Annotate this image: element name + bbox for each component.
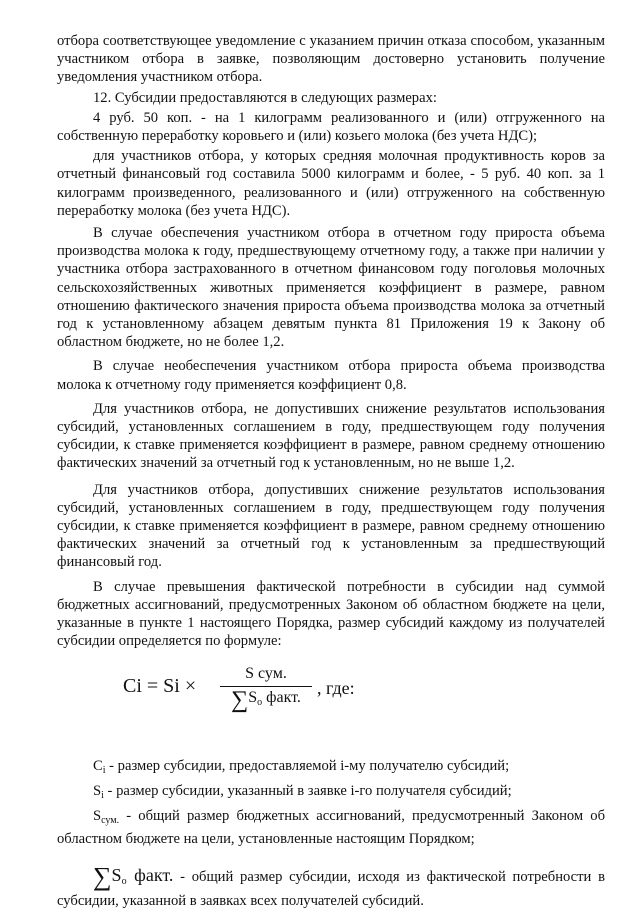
definition-si: $S_i$ - размер субсидии, указанный в заявке i-го получателя субсидий; [93,782,512,801]
subsidy-formula [57,665,605,735]
document-body [57,32,605,912]
paragraph-item-12: 12. Субсидии предоставляются в следующих размерах: [93,89,437,106]
formula-lhs: Ci = Si × [123,674,197,697]
sum-symbol-large: ∑ [93,862,112,892]
definition-ssum: $S_{сум.}$ - общий размер бюджетных ассигнований, предусмотренный Законом об областном бюджете на цели, установленные настоящим Порядком; [57,807,605,848]
paragraph-rate-base: 4 руб. 50 коп. - на 1 килограмм реализованного и (или) отгруженного на собственную переработку коровьего и (или) козьего молока (без учета НДС); [57,109,605,145]
paragraph-rate-high-productivity: для участников отбора, у которых средняя молочная продуктивность коров за отчетный финансовый год составила 5000 килограмм и более, - 5 руб. 40 коп. за 1 килограмм произведенного, реализованного и (или) отгруженного на собственную переработку молока (без учета НДС). [57,148,605,219]
paragraph-no-growth-coefficient: В случае необеспечения участником отбора прироста объема производства молока к отчетному году применяется коэффициент 0,8. [57,358,605,393]
definition-sum-fact: $\sum S_о$ факт. - общий размер субсидии, исходя из фактической потребности в субсидии, указанной в заявках всех получателей субсидий. [57,862,605,909]
formula-denominator: $\sum S_o$ факт. [231,686,301,713]
formula-where: , где: [317,677,355,698]
paragraph-decrease-coefficient: Для участников отбора, допустивших снижение результатов использования субсидий, установленных соглашением в году, предшествующем году получения субсидии, к ставке применяется коэффициент в размере, равном среднему отношению фактических значений за отчетный год к установленным за предшествующий финансовый год. [57,481,605,571]
paragraph-formula-intro: В случае превышения фактической потребности в субсидии над суммой бюджетных ассигнований, предусмотренных Законом об областном бюджете на цели, указанные в пункте 1 настоящего Порядка, размер субсидий каждому из получателей субсидии определяется по формуле: [57,578,605,650]
definition-ci: $C_i$ - размер субсидии, предоставляемой i-му получателю субсидий; [93,757,510,776]
paragraph-no-decrease-coefficient: Для участников отбора, не допустивших снижение результатов использования субсидий, установленных соглашением в году, предшествующем году получения субсидии, к ставке применяется коэффициент в размере, равном среднему отношению фактических значений за отчетный год к установленным, но не выше 1,2. [57,400,605,472]
formula-numerator: S сум. [220,665,312,687]
paragraph-growth-coefficient: В случае обеспечения участником отбора в отчетном году прироста объема производства молока к году, предшествующему отчетному году, а также при наличии у участника отбора застрахованного в отчетном финансовом году поголовья молочных сельскохозяйственных животных применяется коэффициент в размере, равном отношению фактического значения прироста объема производства молока за отчетный год к установленному абзацем девятым пункта 81 Приложения 19 к Закону об областном бюджете, но не более 1,2. [57,225,605,351]
sum-symbol: ∑ [231,686,249,713]
formula-fraction [220,665,312,712]
paragraph-continuation: отбора соответствующее уведомление с указанием причин отказа способом, указанным участником отбора в заявке, позволяющим достоверно установить получение уведомления участником отбора. [57,33,605,86]
